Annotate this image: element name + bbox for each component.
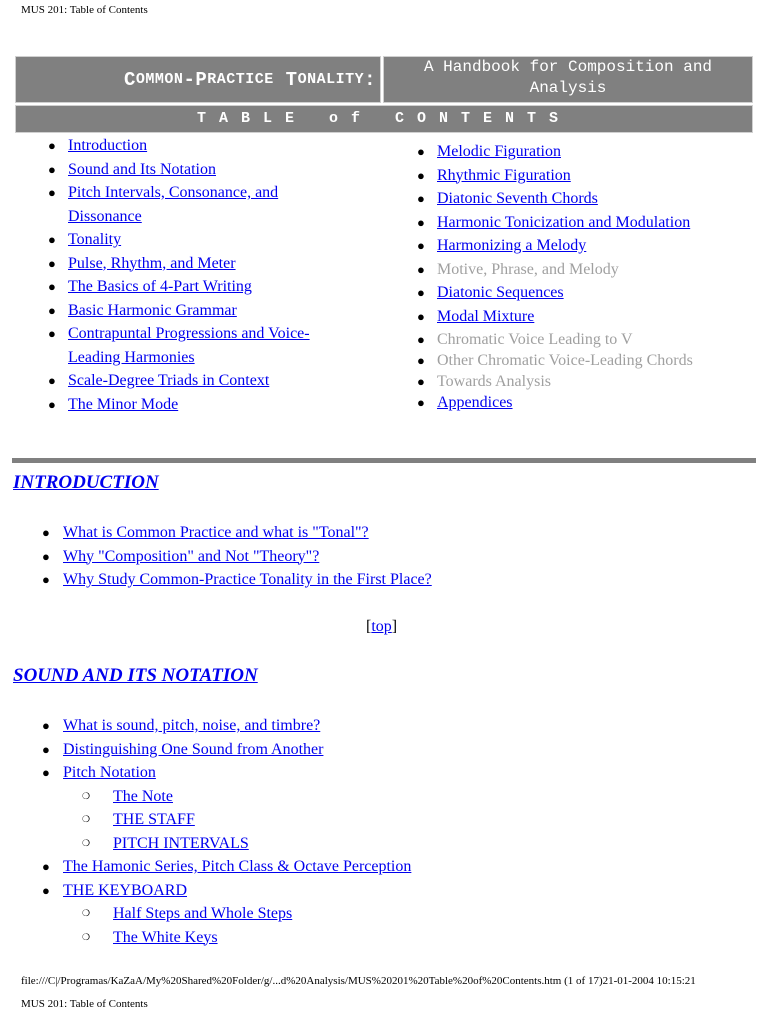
bullet-icon: ●	[417, 214, 425, 230]
toc-link-tonality[interactable]: Tonality	[68, 231, 122, 248]
toc-link-tonicization[interactable]: Harmonic Tonicization and Modulation	[437, 213, 691, 231]
bullet-icon: ●	[42, 525, 50, 540]
toc-item-motive-phrase: Motive, Phrase, and Melody	[437, 260, 619, 278]
list-item	[42, 545, 432, 569]
bullet-icon: ●	[417, 238, 425, 253]
list-item	[48, 369, 348, 393]
toc-link-pitch-intervals[interactable]: Pitch Intervals, Consonance, and Dissonance	[68, 184, 279, 225]
bullet-icon: ●	[417, 167, 425, 183]
bullet-icon: ●	[42, 882, 50, 898]
list-item	[417, 140, 757, 164]
section-title-sound[interactable]: SOUND AND ITS NOTATION	[13, 665, 258, 686]
bullet-icon: ●	[48, 232, 56, 247]
list-item	[42, 879, 411, 903]
list-item	[48, 252, 348, 276]
section-title-introduction[interactable]: INTRODUCTION	[13, 472, 159, 493]
toc-link-pulse-rhythm[interactable]: Pulse, Rhythm, and Meter	[68, 254, 236, 272]
list-item	[48, 158, 348, 182]
bracket-open: [	[366, 618, 372, 635]
list-item	[48, 275, 348, 299]
list-item	[42, 761, 411, 785]
toc-link-sound[interactable]: Sound and Its Notation	[68, 160, 216, 178]
bullet-icon: ●	[42, 718, 50, 733]
bullet-icon: ●	[48, 255, 56, 271]
link-the-staff[interactable]: THE STAFF	[113, 811, 195, 828]
list-item	[48, 134, 348, 158]
toc-link-contrapuntal[interactable]: Contrapuntal Progressions and Voice-Leading Harmonies	[68, 325, 310, 366]
bullet-icon: ●	[42, 765, 50, 780]
bullet-icon: ●	[42, 741, 50, 757]
link-white-keys[interactable]: The White Keys	[113, 928, 218, 946]
list-item	[42, 832, 411, 856]
circle-bullet-icon: ❍	[82, 837, 91, 848]
list-item	[42, 855, 411, 879]
section-divider	[12, 458, 756, 463]
bullet-icon: ●	[48, 161, 56, 177]
toc-link-appendices[interactable]: Appendices	[437, 394, 513, 411]
toc-item-other-chromatic: Other Chromatic Voice-Leading Chords	[437, 352, 693, 369]
toc-link-minor-mode[interactable]: The Minor Mode	[68, 395, 179, 413]
list-item	[42, 738, 411, 762]
list-item	[48, 393, 348, 417]
link-harmonic-series[interactable]: The Hamonic Series, Pitch Class & Octave Perception	[63, 858, 412, 875]
bracket-close: ]	[391, 618, 398, 635]
list-item	[417, 234, 757, 258]
title-banner	[15, 56, 753, 133]
toc-link-seventh-chords[interactable]: Diatonic Seventh Chords	[437, 190, 598, 207]
list-item	[42, 926, 411, 950]
bullet-icon: ●	[48, 396, 56, 412]
toc-link-modal-mixture[interactable]: Modal Mixture	[437, 307, 535, 325]
list-item	[417, 328, 757, 349]
list-item	[417, 187, 757, 211]
list-item	[48, 299, 348, 323]
list-item	[417, 370, 757, 391]
circle-bullet-icon: ❍	[82, 790, 91, 801]
toc-link-melodic-figuration[interactable]: Melodic Figuration	[437, 143, 561, 160]
list-item	[42, 521, 432, 545]
link-why-composition[interactable]: Why "Composition" and Not "Theory"?	[63, 547, 320, 565]
bullet-icon: ●	[417, 191, 425, 206]
circle-bullet-icon: ❍	[82, 814, 91, 824]
circle-bullet-icon: ❍	[82, 931, 91, 942]
bullet-icon: ●	[417, 144, 425, 159]
bullet-icon: ●	[42, 572, 50, 587]
link-the-keyboard[interactable]: THE KEYBOARD	[63, 881, 187, 899]
toc-link-rhythmic-figuration[interactable]: Rhythmic Figuration	[437, 166, 571, 184]
toc-link-4-part-writing[interactable]: The Basics of 4-Part Writing	[68, 278, 252, 295]
bullet-icon: ●	[417, 353, 425, 368]
top-link[interactable]: top	[371, 618, 392, 635]
list-item	[42, 568, 432, 592]
link-distinguishing-sound[interactable]: Distinguishing One Sound from Another	[63, 740, 324, 758]
link-what-is-sound[interactable]: What is sound, pitch, noise, and timbre?	[63, 717, 321, 734]
toc-link-diatonic-sequences[interactable]: Diatonic Sequences	[437, 284, 564, 301]
list-item	[48, 228, 348, 252]
page-header-repeat: MUS 201: Table of Contents	[21, 998, 148, 1010]
toc-item-chromatic-v: Chromatic Voice Leading to V	[437, 331, 633, 348]
list-item	[48, 322, 343, 369]
toc-link-harmonic-grammar[interactable]: Basic Harmonic Grammar	[68, 301, 237, 319]
bullet-icon: ●	[48, 302, 56, 318]
list-item	[417, 305, 757, 329]
bullet-icon: ●	[417, 308, 425, 324]
link-pitch-notation[interactable]: Pitch Notation	[63, 764, 156, 781]
list-item	[417, 164, 757, 188]
toc-link-scale-degree[interactable]: Scale-Degree Triads in Context	[68, 372, 270, 389]
list-item	[417, 349, 757, 370]
bullet-icon: ●	[48, 373, 56, 388]
list-item	[417, 281, 757, 305]
circle-bullet-icon: ❍	[82, 908, 91, 918]
list-item	[48, 181, 308, 228]
list-item	[417, 258, 757, 282]
toc-left-list	[48, 134, 348, 416]
bullet-icon: ●	[42, 548, 50, 564]
bullet-icon: ●	[417, 332, 425, 347]
bullet-icon: ●	[417, 395, 425, 410]
toc-right-list	[417, 140, 757, 415]
link-the-note[interactable]: The Note	[113, 787, 173, 805]
link-why-study[interactable]: Why Study Common-Practice Tonality in the First Place?	[63, 571, 432, 588]
file-path-footer: file:///C|/Programas/KaZaA/My%20Shared%20Folder/g/...d%20Analysis/MUS%20201%20Table%20of%20Contents.htm (1 of 17)21-01-2004 10:15:21	[21, 975, 696, 987]
sound-list	[42, 714, 411, 949]
toc-heading: TABLE of CONTENTS	[15, 105, 753, 133]
book-title: C OMMON -P RACTICE T ONALITY :	[15, 56, 381, 103]
list-item	[417, 211, 757, 235]
page-header: MUS 201: Table of Contents	[21, 4, 148, 16]
book-subtitle: A Handbook for Composition and Analysis	[383, 56, 753, 103]
link-what-is-common-practice[interactable]: What is Common Practice and what is "Tonal"?	[63, 524, 369, 541]
bullet-icon: ●	[48, 185, 56, 200]
list-item	[42, 808, 411, 832]
list-item	[42, 902, 411, 926]
toc-item-towards-analysis: Towards Analysis	[437, 373, 551, 390]
list-item	[417, 391, 757, 415]
toc-link-introduction[interactable]: Introduction	[68, 137, 148, 154]
bullet-icon: ●	[417, 374, 425, 389]
bullet-icon: ●	[48, 138, 56, 153]
introduction-list	[42, 521, 432, 592]
list-item	[42, 714, 411, 738]
link-pitch-intervals[interactable]: PITCH INTERVALS	[113, 834, 249, 852]
bullet-icon: ●	[42, 859, 50, 874]
top-link-wrapper	[366, 618, 397, 636]
list-item	[42, 785, 411, 809]
link-half-whole-steps[interactable]: Half Steps and Whole Steps	[113, 905, 293, 922]
bullet-icon: ●	[417, 261, 425, 277]
toc-link-harmonizing-melody[interactable]: Harmonizing a Melody	[437, 237, 587, 254]
bullet-icon: ●	[48, 326, 56, 341]
bullet-icon: ●	[417, 285, 425, 300]
bullet-icon: ●	[48, 279, 56, 294]
